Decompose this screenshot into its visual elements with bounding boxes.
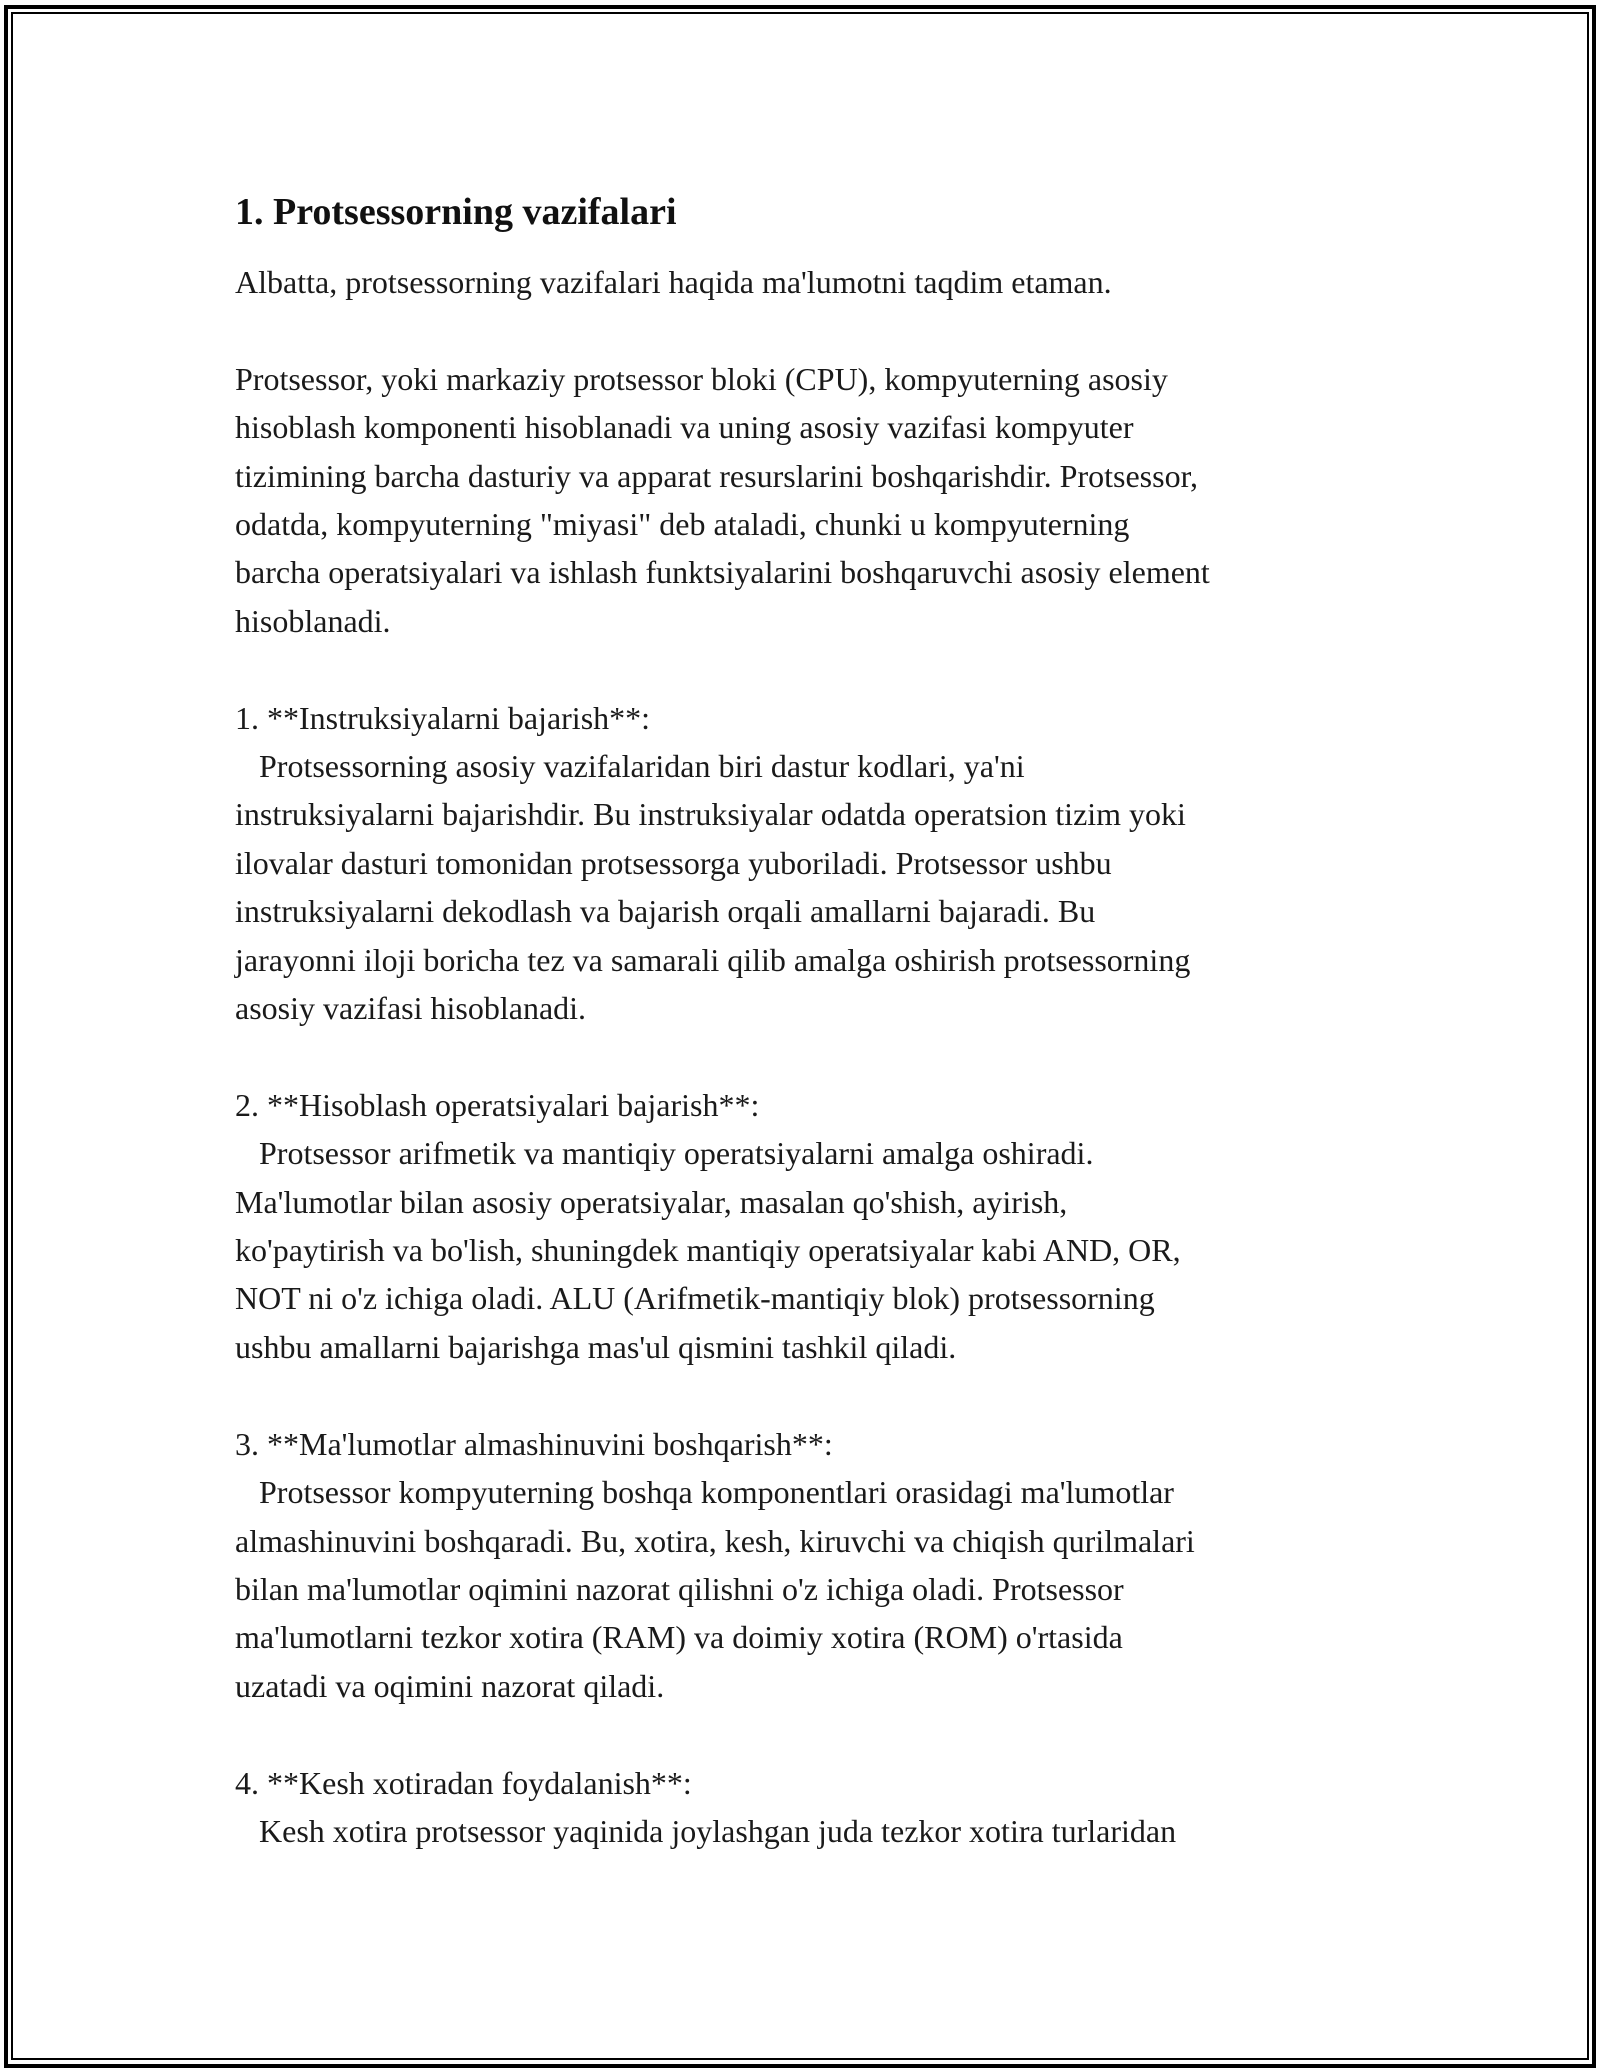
overview-paragraph: Protsessor, yoki markaziy protsessor bloki (CPU), kompyuterning asosiy hisoblash komponenti hisoblanadi va uning asosiy vazifasi kompyuter tizimining barcha dasturiy va apparat resurslarini boshqarishdir. Protsessor, odatda, kompyuterning "miyasi" deb ataladi, chunki u kompyuterning barcha operatsiyalari va ishlash funktsiyalarini boshqaruvchi asosiy element hisoblanadi.	[235, 360, 1210, 639]
section-heading-instructions: 1. **Instruksiyalarni bajarish**:	[235, 699, 651, 736]
section-body-cache: Kesh xotira protsessor yaqinida joylashgan juda tezkor xotira turlaridan	[235, 1812, 1177, 1849]
section-body-data-exchange: Protsessor kompyuterning boshqa komponentlari orasidagi ma'lumotlar almashinuvini boshqaradi. Bu, xotira, kesh, kiruvchi va chiqish qurilmalari bilan ma'lumotlar oqimini nazorat qilishni o'z ichiga oladi. Protsessor ma'lumotlarni tezkor xotira (RAM) va doimiy xotira (ROM) o'rtasida uzatadi va oqimini nazorat qiladi.	[235, 1474, 1195, 1704]
paragraph-gap	[235, 645, 1395, 693]
document-title: 1. Protsessorning vazifalari	[235, 191, 677, 233]
paragraph-gap	[235, 1710, 1395, 1758]
paragraph-gap	[235, 1032, 1395, 1080]
section-body-instructions: Protsessorning asosiy vazifalaridan biri dastur kodlari, ya'ni instruksiyalarni bajarishdir. Bu instruksiyalar odatda operatsion tizim yoki ilovalar dasturi tomonidan protsessorga yuboriladi. Protsessor ushbu instruksiyalarni dekodlash va bajarish orqali amallarni bajaradi. Bu jarayonni iloji boricha tez va samarali qilib amalga oshirish protsessorning asosiy vazifasi hisoblanadi.	[235, 748, 1191, 1027]
intro-paragraph: Albatta, protsessorning vazifalari haqida ma'lumotni taqdim etaman.	[235, 264, 1112, 300]
section-body-computation: Protsessor arifmetik va mantiqiy operatsiyalarni amalga oshiradi. Ma'lumotlar bilan asosiy operatsiyalar, masalan qo'shish, ayirish, ko'paytirish va bo'lish, shuningdek mantiqiy operatsiyalar kabi AND, OR, NOT ni o'z ichiga oladi. ALU (Arifmetik-mantiqiy blok) protsessorning ushbu amallarni bajarishga mas'ul qismini tashkil qiladi.	[235, 1135, 1181, 1365]
paragraph-gap	[235, 306, 1395, 354]
section-heading-data-exchange: 3. **Ma'lumotlar almashinuvini boshqarish**:	[235, 1425, 833, 1462]
section-heading-cache: 4. **Kesh xotiradan foydalanish**:	[235, 1764, 692, 1801]
document-page	[235, 186, 1395, 1855]
document-body	[235, 258, 1395, 1855]
section-heading-computation: 2. **Hisoblash operatsiyalari bajarish**:	[235, 1086, 760, 1123]
paragraph-gap	[235, 1371, 1395, 1419]
